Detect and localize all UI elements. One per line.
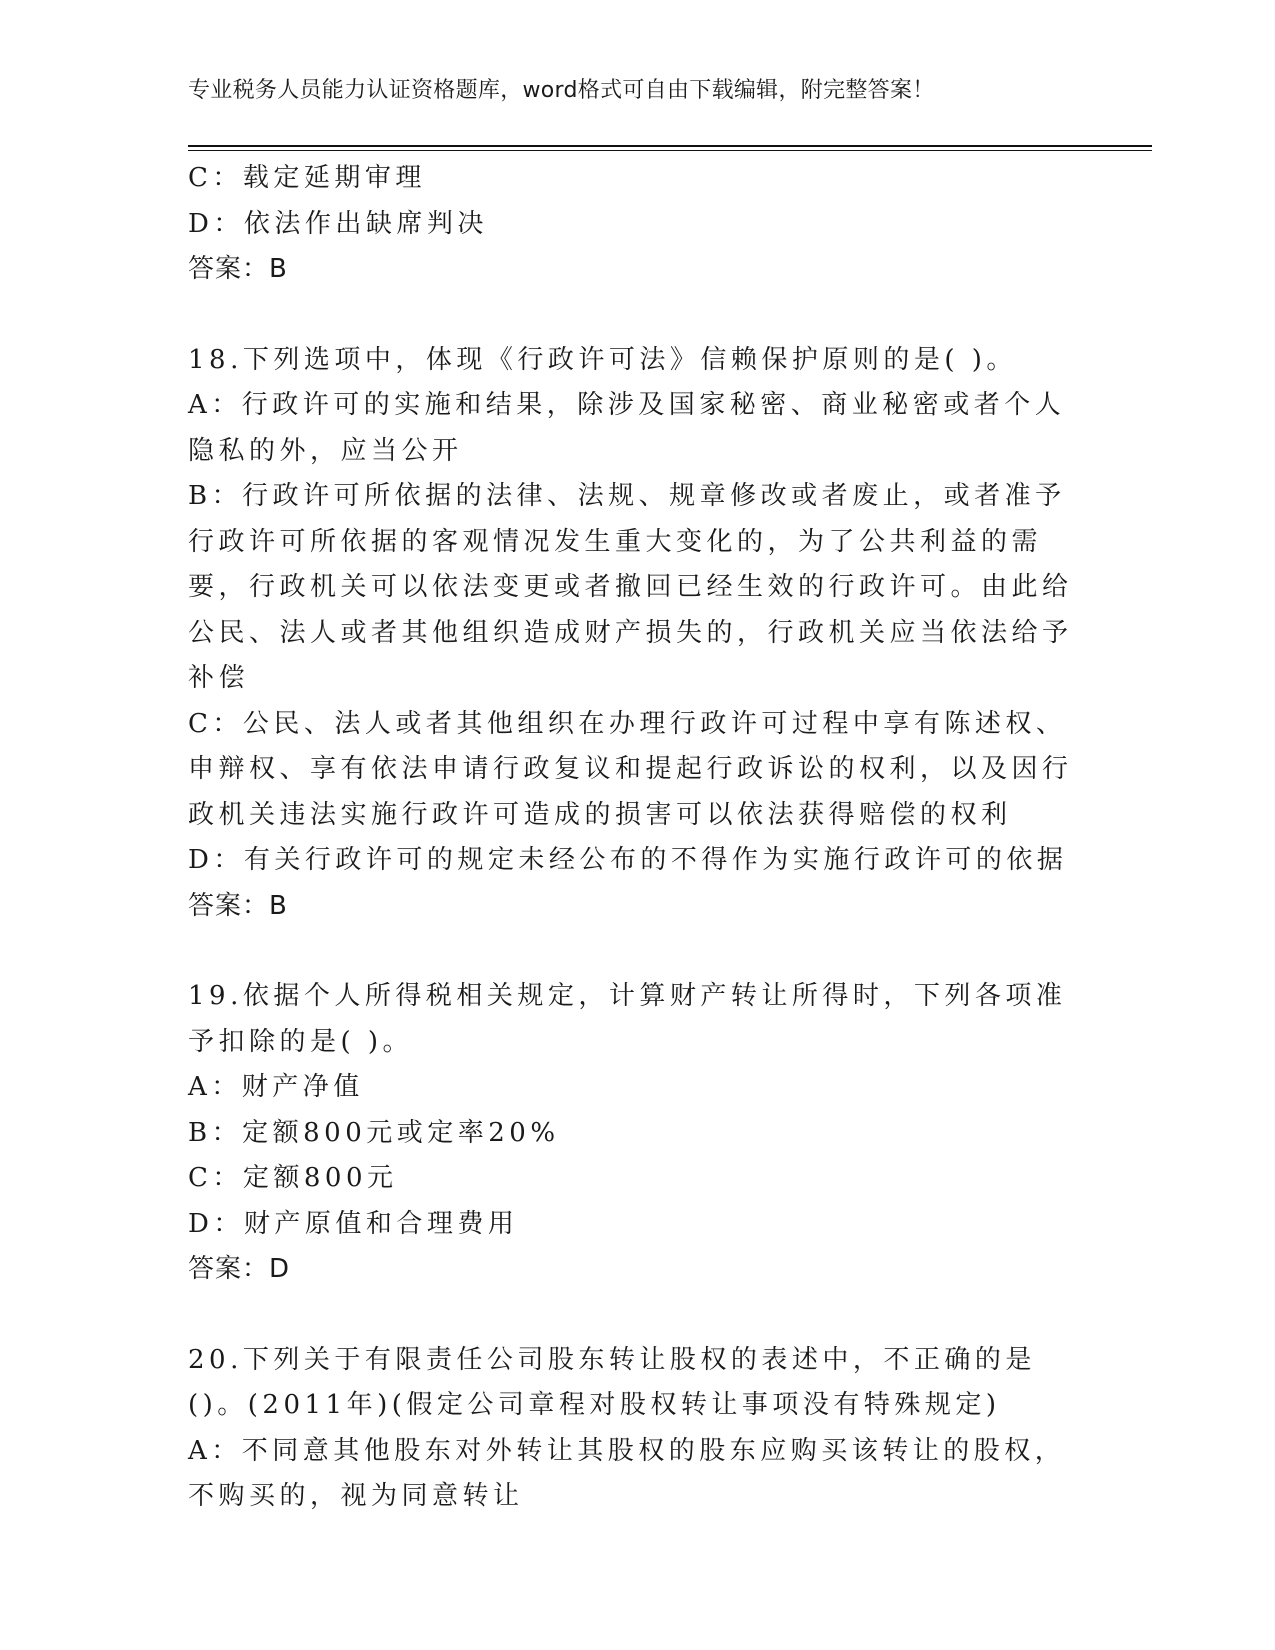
option-c: C：定额800元 bbox=[188, 1163, 398, 1193]
answer-line: 答案：B bbox=[188, 254, 288, 284]
option-c: C：公民、法人或者其他组织在办理行政许可过程中享有陈述权、申辩权、享有依法申请行政复议和提起行政诉讼的权利，以及因行政机关违法实施行政许可造成的损害可以依法获得赔偿的权利 bbox=[188, 708, 1073, 830]
answer-line: 答案：B bbox=[188, 890, 288, 921]
spacer bbox=[188, 1293, 1078, 1338]
page-header: 专业税务人员能力认证资格题库，word格式可自由下载编辑，附完整答案！ bbox=[188, 78, 935, 103]
question-text: 20.下列关于有限责任公司股东转让股权的表述中，不正确的是()。(2011年)(假定公司章程对股权转让事项没有特殊规定) bbox=[188, 1344, 1036, 1420]
option-d: D：依法作出缺席判决 bbox=[188, 208, 488, 239]
question-text: 18.下列选项中，体现《行政许可法》信赖保护原则的是( )。 bbox=[188, 344, 1017, 375]
option-d: D：有关行政许可的规定未经公布的不得作为实施行政许可的依据 bbox=[188, 845, 1068, 875]
spacer bbox=[188, 929, 1078, 974]
option-a: A：不同意其他股东对外转让其股权的股东应购买该转让的股权，不购买的，视为同意转让 bbox=[188, 1435, 1066, 1511]
option-b: B：定额800元或定率20% bbox=[188, 1117, 560, 1148]
option-c: C：载定延期审理 bbox=[188, 163, 426, 193]
spacer bbox=[188, 293, 1078, 338]
question-text: 19.依据个人所得税相关规定，计算财产转让所得时，下列各项准予扣除的是( )。 bbox=[188, 981, 1067, 1057]
option-a: A：行政许可的实施和结果，除涉及国家秘密、商业秘密或者个人隐私的外，应当公开 bbox=[188, 390, 1066, 466]
question-18 bbox=[188, 338, 1078, 930]
document-body bbox=[188, 156, 1078, 1520]
question-19 bbox=[188, 974, 1078, 1293]
option-d: D：财产原值和合理费用 bbox=[188, 1208, 519, 1239]
option-b: B：行政许可所依据的法律、法规、规章修改或者废止，或者准予行政许可所依据的客观情况发生重大变化的，为了公共利益的需要，行政机关可以依法变更或者撤回已经生效的行政许可。由此给公民、法人或者其他组织造成财产损失的，行政机关应当依法给予补偿 bbox=[188, 481, 1073, 693]
question-20 bbox=[188, 1338, 1078, 1520]
option-a: A：财产净值 bbox=[188, 1072, 364, 1102]
previous-question-tail bbox=[188, 156, 1078, 293]
answer-line: 答案：D bbox=[188, 1254, 291, 1284]
header-divider bbox=[188, 145, 1152, 151]
